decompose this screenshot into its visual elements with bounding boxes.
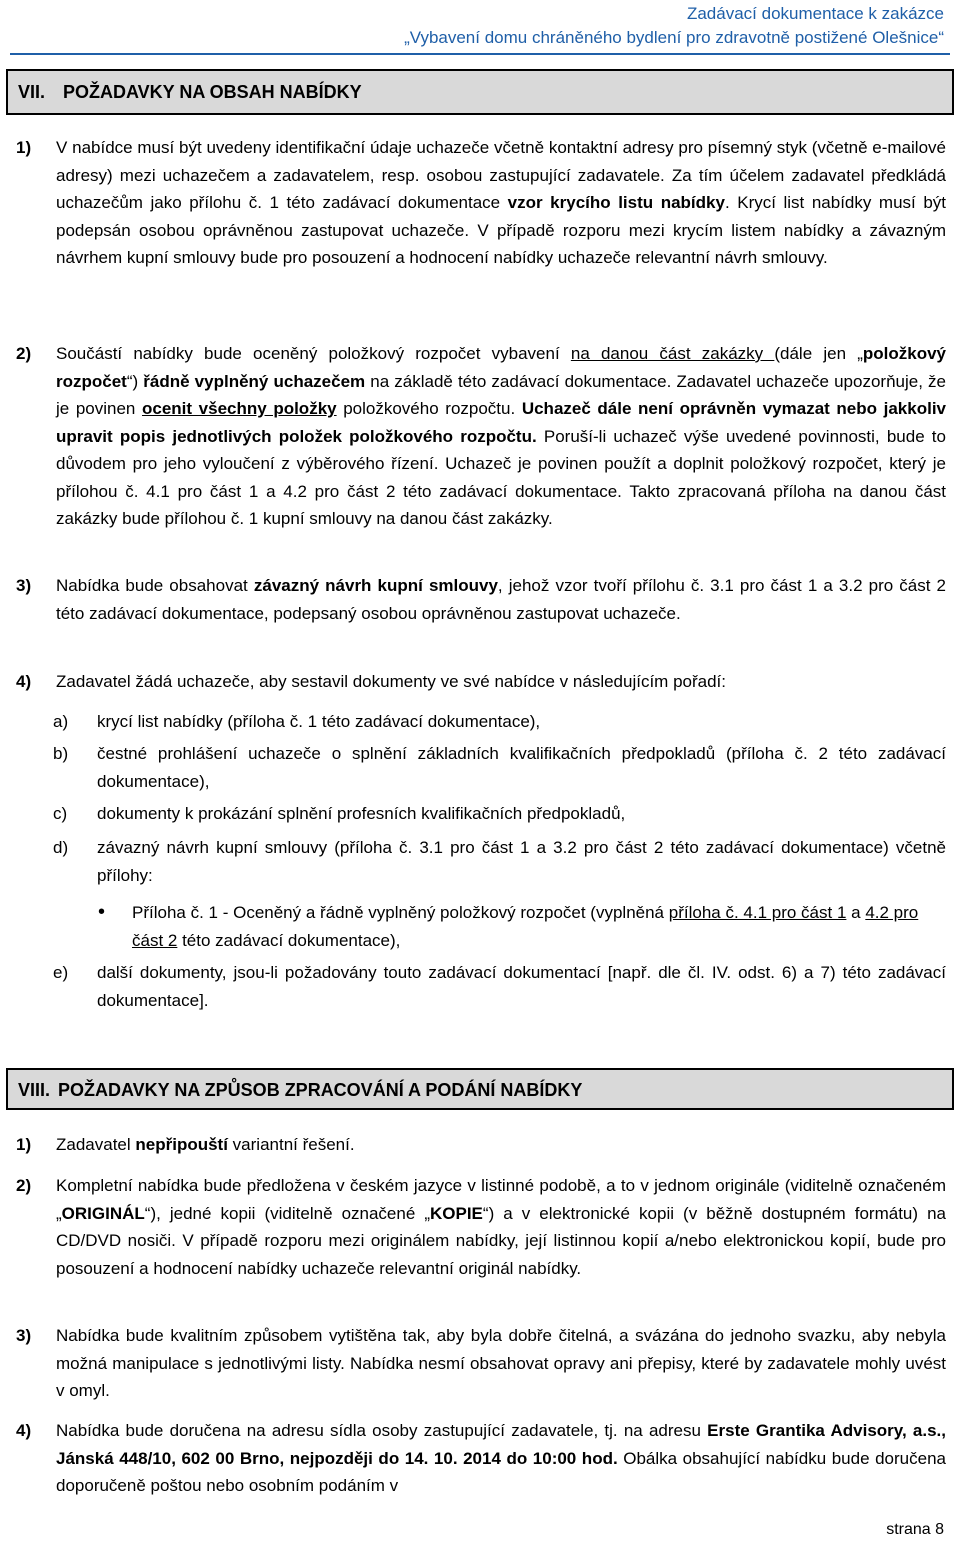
text-run: této zadávací dokumentace), — [177, 930, 401, 950]
text-run: Součástí nabídky bude oceněný položkový rozpočet vybavení — [56, 344, 571, 363]
paragraph-number: 1) — [16, 1135, 32, 1154]
text-run: Nabídka bude obsahovat — [56, 576, 254, 595]
paragraph-text: Zadavatel žádá uchazeče, aby sestavil dokumenty ve své nabídce v následujícím pořadí: — [56, 672, 726, 691]
paragraph-text — [56, 134, 946, 272]
text-run-underline: na danou část zakázky — [570, 344, 775, 363]
text-run: Kompletní nabídka bude předložena v českém jazyce v listinné podobě, a to v jednom originále (viditelně označeném „ — [56, 1176, 946, 1223]
text-run: Příloha č. 1 - Oceněný a řádně vyplněný položkový rozpočet (vyplněná — [132, 903, 669, 922]
text-run: Nabídka bude doručena na adresu sídla osoby zastupující zadavatele, tj. na adresu — [56, 1421, 708, 1440]
section-number: VII. — [18, 82, 46, 102]
header-line-2: „Vybavení domu chráněného bydlení pro zdravotně postižené Olešnice“ — [404, 28, 944, 47]
list-letter: d) — [53, 838, 69, 857]
list-item — [16, 834, 946, 889]
bullet-item — [16, 899, 946, 954]
section-title: POŽADAVKY NA OBSAH NABÍDKY — [63, 82, 362, 102]
text-run: a — [846, 903, 866, 922]
paragraph-text — [56, 1131, 946, 1159]
paragraph-text — [56, 572, 946, 627]
paragraph-text — [56, 340, 946, 533]
section-number: VIII. — [18, 1080, 51, 1100]
text-run: položkového rozpočtu. — [336, 399, 522, 418]
paragraph-number: 3) — [16, 1326, 32, 1345]
paragraph-number: 4) — [16, 672, 32, 691]
text-run-bold: závazný návrh kupní smlouvy — [253, 576, 498, 595]
text-run-bold: položkový rozpočet — [56, 344, 946, 391]
section-heading-viii — [6, 1068, 954, 1110]
header-line-1: Zadávací dokumentace k zakázce — [686, 4, 944, 23]
text-run-bold: ORIGINÁL — [61, 1203, 145, 1223]
paragraph-number: 4) — [16, 1421, 32, 1440]
bullet-text — [132, 899, 946, 954]
list-item — [16, 959, 946, 1014]
text-run: “) a v elektronické kopii (v běžně dostupném formátu) na CD/DVD nosiči. V případě rozporu mezi originálem nabídky, její listinnou kopií a/nebo elektronickou kopií, bude pro posouzení a hodnocení nabídky uchazeče relevantní originál nabídky. — [56, 1203, 946, 1278]
document-header — [404, 2, 944, 50]
list-letter: c) — [53, 804, 68, 823]
text-run-underline: příloha č. 4.1 pro část 1 — [668, 903, 847, 922]
text-run-bold: vzor krycího listu nabídky — [507, 193, 725, 212]
text-run-bold-underline: ocenit všechny položky — [142, 399, 337, 418]
list-item — [16, 708, 946, 736]
list-letter: a) — [53, 712, 69, 731]
list-item — [16, 800, 946, 828]
text-run: “), jedné kopii (viditelně označené „ — [144, 1203, 430, 1223]
paragraph-text — [56, 1172, 946, 1282]
text-run: V nabídce musí být uvedeny identifikační údaje uchazeče včetně kontaktní adresy pro písemný styk (včetně e-mailové adresy) mezi uchazečem a zadavatelem, resp. osobou zastupující zadavatele. Za tím účelem zadavatel předkládá uchazečům jako přílohu č. 1 této zadávací dokumentace — [56, 138, 946, 212]
list-text: závazný návrh kupní smlouvy (příloha č. 3.1 pro část 1 a 3.2 pro část 2 této zadávací dokumentace) včetně přílohy: — [97, 838, 946, 885]
page-number: strana 8 — [886, 1521, 944, 1538]
paragraph-vii-1 — [16, 134, 946, 272]
paragraph-vii-4 — [16, 668, 946, 696]
paragraph-number: 1) — [16, 138, 32, 157]
text-run: . Krycí list nabídky musí být podepsán osobou oprávněnou zastupovat uchazeče. V případě rozporu mezi krycím listem nabídky a závazným návrhem kupní smlouvy bude pro posouzení a hodnocení nabídky uchazeče relevantní návrh smlouvy. — [56, 193, 947, 267]
list-text: krycí list nabídky (příloha č. 1 této zadávací dokumentace), — [97, 712, 541, 731]
list-letter: b) — [53, 744, 69, 763]
list-letter: e) — [53, 963, 69, 982]
text-run: “) — [126, 371, 144, 391]
paragraph-text — [56, 1417, 946, 1500]
header-rule — [10, 53, 950, 55]
text-run: Poruší-li uchazeč výše uvedené povinnosti, bude to důvodem pro jeho vyloučení z výběrového řízení. Uchazeč je povinen použít a doplnit položkový rozpočet, který je přílohou č. 4.1 pro část 1 a 4.2 pro část 2 této zadávací dokumentace. Takto zpracovaná příloha na danou část zakázky bude přílohou č. 1 kupní smlouvy na danou část zakázky. — [56, 426, 946, 528]
text-run-bold: KOPIE — [430, 1203, 483, 1223]
list-text: dokumenty k prokázání splnění profesních kvalifikačních předpokladů, — [97, 804, 626, 823]
text-run-bold: Erste Grantika Advisory, a.s., Jánská 448/10, 602 00 Brno, nejpozději do 14. 10. 2014 do 10:00 hod. — [56, 1421, 946, 1468]
text-run: Zadavatel — [56, 1135, 136, 1154]
text-run: , jehož vzor tvoří přílohu č. 3.1 pro část 1 a 3.2 pro část 2 této zadávací dokumentace, podepsaný osobou oprávněnou zastupovat uchazeče. — [56, 576, 947, 623]
section-title: POŽADAVKY NA ZPŮSOB ZPRACOVÁNÍ A PODÁNÍ NABÍDKY — [58, 1080, 583, 1100]
text-run: variantní řešení. — [227, 1135, 355, 1154]
list-text: čestné prohlášení uchazeče o splnění základních kvalifikačních předpokladů (příloha č. 2 této zadávací dokumentace), — [97, 744, 946, 791]
section-heading-vii — [6, 69, 954, 115]
paragraph-vii-2 — [16, 340, 946, 533]
text-run-bold: řádně vyplněný uchazečem — [143, 371, 366, 391]
paragraph-number: 3) — [16, 576, 32, 595]
bullet-icon: • — [98, 901, 106, 923]
text-run: (dále jen „ — [774, 344, 863, 363]
paragraph-number: 2) — [16, 344, 32, 363]
paragraph-number: 2) — [16, 1176, 32, 1195]
paragraph-vii-3 — [16, 572, 946, 627]
paragraph-viii-2 — [16, 1172, 946, 1282]
paragraph-viii-1 — [16, 1131, 946, 1159]
paragraph-viii-4 — [16, 1417, 946, 1500]
list-item — [16, 740, 946, 795]
paragraph-viii-3 — [16, 1322, 946, 1405]
text-run-bold: nepřipouští — [135, 1135, 228, 1154]
text-run-underline: 4.2 pro část 2 — [132, 903, 919, 950]
list-text: další dokumenty, jsou-li požadovány touto zadávací dokumentací [např. dle čl. IV. odst. 6) a 7) této zadávací dokumentace]. — [97, 963, 946, 1010]
text-run-bold: Uchazeč dále není oprávněn vymazat nebo jakkoliv upravit popis jednotlivých položek položkového rozpočtu. — [56, 399, 947, 446]
text-run: Obálka obsahující nabídku bude doručena doporučeně poštou nebo osobním podáním v — [56, 1448, 946, 1495]
text-run: na základě této zadávací dokumentace. Zadavatel uchazeče upozorňuje, že je povinen — [56, 371, 947, 418]
paragraph-text: Nabídka bude kvalitním způsobem vytištěna tak, aby byla dobře čitelná, a svázána do jednoho svazku, aby nebyla možná manipulace s jednotlivými listy. Nabídka nesmí obsahovat opravy ani přepisy, které by zadavatele mohly uvést v omyl. — [56, 1326, 946, 1400]
